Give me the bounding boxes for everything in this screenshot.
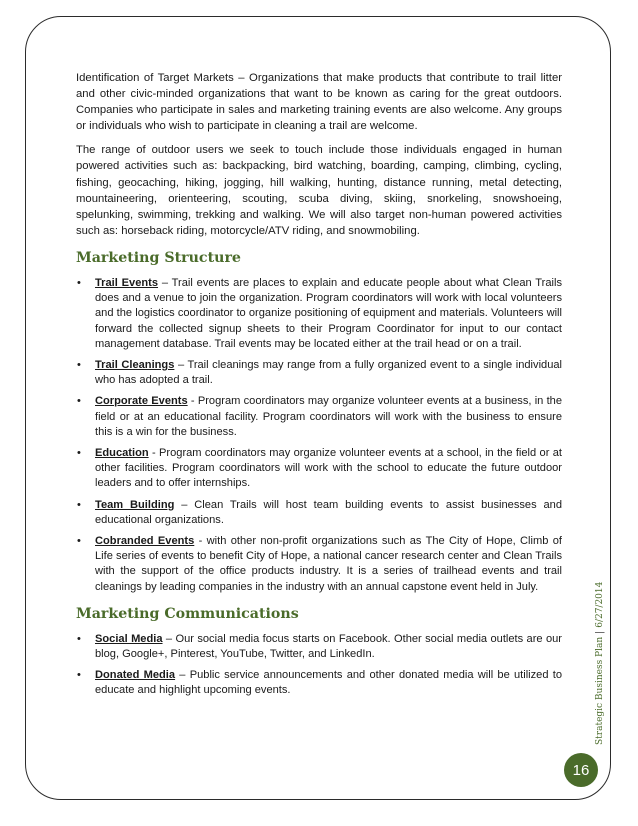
bullet-icon: • — [77, 534, 81, 547]
list-item-term: Trail Events — [95, 276, 159, 289]
list-item-term: Team Building — [95, 498, 175, 511]
separator: | — [595, 630, 605, 634]
list-item-text: – Public service announcements and other donated media will be utilized to educate and highlight upcoming events. — [95, 669, 562, 697]
bullet-icon: • — [77, 632, 81, 645]
marketing-structure-list — [76, 276, 562, 595]
list-item-text: - Program coordinators may organize volunteer events at a school, in the field or at other facilities. Program coordinators will work with the school to educate the future outdoor leaders and to offer internships. — [95, 446, 562, 490]
list-item — [76, 498, 562, 528]
list-item-term: Social Media — [95, 632, 163, 645]
list-item-text: – Trail cleanings may range from a fully organized event to a single individual who has adopted a trail. — [95, 358, 563, 387]
list-item-term: Education — [95, 446, 149, 459]
document-title: Strategic Business Plan — [595, 636, 605, 745]
marketing-structure-heading: Marketing Structure — [76, 249, 241, 266]
sidebar-footer — [595, 582, 605, 745]
list-item-text: – Our social media focus starts on Facebook. Other social media outlets are our blog, Google+, Pinterest, YouTube, Twitter, and LinkedIn. — [95, 632, 563, 660]
list-item — [76, 534, 562, 595]
bullet-icon: • — [77, 358, 81, 371]
list-item-term: Trail Cleanings — [95, 358, 175, 371]
bullet-icon: • — [77, 446, 81, 459]
paragraph-outdoor-users: The range of outdoor users we seek to touch include those individuals engaged in human powered activities such as: backpacking, bird watching, boarding, camping, climbing, cycling, fishing, geocaching, hiking, jogging, hill walking, hunting, distance running, metal detecting, mountaineering, orienteering, scouting, scuba diving, skiing, snorkeling, snowshoeing, spelunking, swimming, trekking and walking. We will also target non-human powered activities such as: horseback riding, motorcycle/ATV riding, and snowmobiling. — [76, 144, 562, 237]
document-body — [76, 70, 562, 705]
list-item — [76, 632, 562, 662]
paragraph-target-markets: Identification of Target Markets – Organizations that make products that contribute to trail litter and other civic-minded organizations that want to be known as caring for the great outdoors. Companies who participate in sales and marketing training events are also welcome. Any groups or individuals who wish to participate in cleaning a trail are welcome. — [76, 72, 562, 133]
page-number-badge — [564, 753, 598, 787]
marketing-communications-list — [76, 632, 562, 699]
list-item-term: Cobranded Events — [95, 534, 195, 547]
bullet-icon: • — [77, 276, 81, 289]
list-item — [76, 394, 562, 440]
bullet-icon: • — [77, 669, 81, 682]
list-item — [76, 358, 562, 388]
list-item-term: Donated Media — [95, 669, 176, 682]
list-item-text: - with other non-profit organizations such as The City of Hope, Climb of Life series of events to benefit City of Hope, a national cancer research center and Clean Trails with the support of the office products industry. It is a series of trailhead events and trail cleanings by leading companies in the industry with an annual capstone event held in July. — [95, 534, 562, 593]
bullet-icon: • — [77, 498, 81, 511]
bullet-icon: • — [77, 395, 81, 408]
list-item-term: Corporate Events — [95, 395, 188, 408]
page-number: 16 — [572, 761, 590, 779]
marketing-communications-heading: Marketing Communications — [76, 605, 299, 622]
document-date: 6/27/2014 — [595, 581, 605, 628]
list-item-text: - Program coordinators may organize volunteer events at a business, in the field or at an educational facility. Program coordinators will work with the business to ensure this is a win for the business. — [95, 395, 562, 438]
list-item-text: – Clean Trails will host team building events to assist businesses and educational organizations. — [95, 498, 562, 526]
list-item — [76, 668, 562, 698]
list-item — [76, 446, 562, 492]
list-item — [76, 276, 562, 352]
list-item-text: – Trail events are places to explain and educate people about what Clean Trails does and a venue to join the organization. Program coordinators will work with local volunteers and the logistics coordinator to organize positioning of equipment and materials. Volunteers will forward the collected signup sheets to their Program Coordinator for input to our contact management database. Trail events may be located either at the trail head or on a trail. — [95, 276, 562, 350]
